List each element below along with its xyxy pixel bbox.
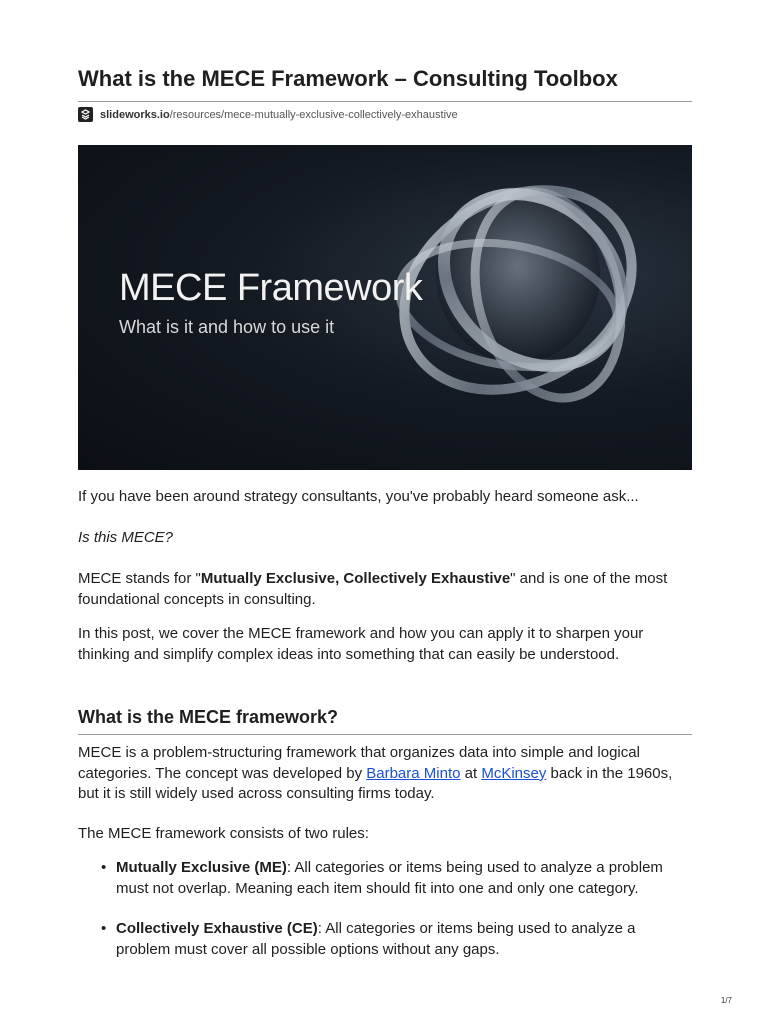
hero-title: MECE Framework bbox=[119, 267, 423, 309]
page-title: What is the MECE Framework – Consulting Toolbox bbox=[78, 66, 618, 91]
hero-subtitle: What is it and how to use it bbox=[119, 317, 335, 337]
s1-text-before: MECE is a problem-structuring framework that organizes data into simple and logical categories. The concept was developed by bbox=[78, 744, 640, 782]
rule-text: : All categories or items being used to analyze a problem must cover all possible options without any gaps. bbox=[116, 920, 636, 958]
section-divider bbox=[78, 734, 692, 735]
mckinsey-link[interactable]: McKinsey bbox=[481, 764, 547, 782]
s1-text-after: back in the 1960s, but it is still widely used across consulting firms today. bbox=[78, 764, 673, 802]
hero-image bbox=[78, 145, 692, 470]
section-paragraph-2: The MECE framework consists of two rules: bbox=[78, 825, 369, 842]
p3-text-after: " and is one of the most foundational concepts in consulting. bbox=[78, 570, 668, 608]
section-heading: What is the MECE framework? bbox=[78, 707, 339, 727]
s1-text-mid: at bbox=[460, 764, 482, 782]
p3-bold-term: Mutually Exclusive, Collectively Exhaustive bbox=[200, 570, 511, 587]
page-number: 1/7 bbox=[720, 996, 732, 1005]
bullet: • bbox=[101, 920, 107, 937]
list-item-me bbox=[78, 858, 692, 899]
rule-term: Mutually Exclusive (ME) bbox=[116, 859, 287, 876]
intro-question: Is this MECE? bbox=[78, 529, 174, 546]
source-line bbox=[78, 107, 458, 122]
list-item-ce bbox=[78, 919, 692, 960]
rules-list bbox=[78, 858, 692, 980]
title-divider bbox=[78, 101, 692, 102]
rule-text: : All categories or items being used to analyze a problem must not overlap. Meaning each item should fit into one and only one category. bbox=[116, 859, 663, 897]
rule-term: Collectively Exhaustive (CE) bbox=[116, 920, 318, 937]
source-path[interactable]: /resources/mece-mutually-exclusive-collectively-exhaustive bbox=[169, 108, 458, 121]
intro-paragraph-4: In this post, we cover the MECE framework and how you can apply it to sharpen your thinking and simplify complex ideas into something that can easily be understood. bbox=[78, 625, 644, 663]
source-domain[interactable]: slideworks.io bbox=[100, 108, 170, 121]
intro-paragraph-3 bbox=[78, 569, 692, 610]
p3-text-before: MECE stands for " bbox=[78, 570, 201, 587]
slideworks-logo-icon bbox=[78, 107, 93, 122]
barbara-minto-link[interactable]: Barbara Minto bbox=[366, 764, 461, 782]
bullet: • bbox=[101, 859, 107, 876]
section-paragraph-1 bbox=[78, 743, 692, 805]
intro-paragraph-1: If you have been around strategy consultants, you've probably heard someone ask... bbox=[78, 488, 639, 505]
